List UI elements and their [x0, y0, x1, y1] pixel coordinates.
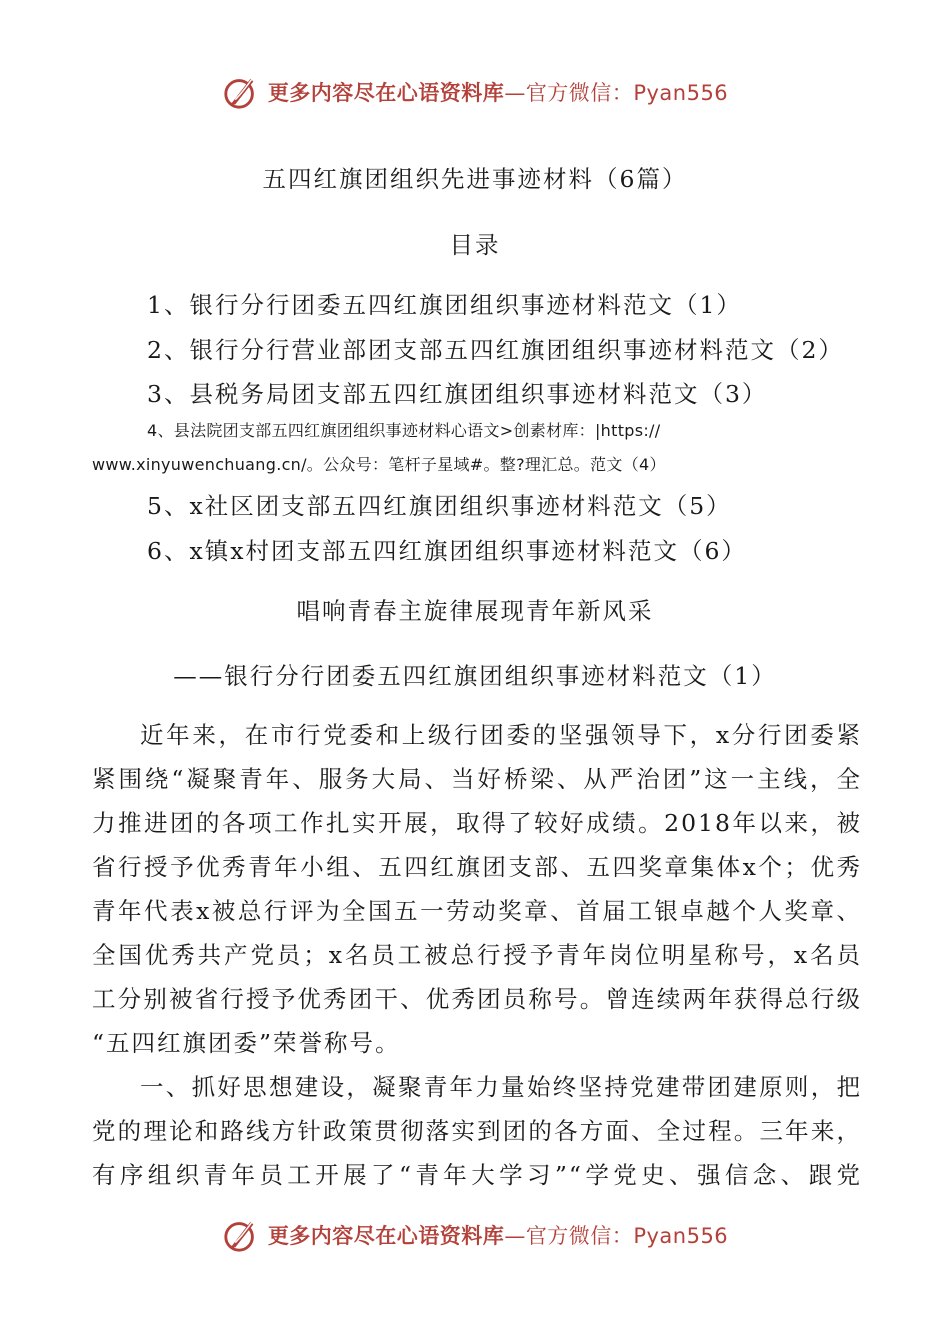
header-banner [0, 72, 950, 112]
toc-heading: 目录 [449, 231, 501, 259]
banner-dash: — [504, 1224, 526, 1248]
quill-logo-icon [222, 73, 260, 111]
section-subtitle: ——银行分行团委五四红旗团组织事迹材料范文（1） [173, 662, 777, 690]
paragraph-line: 紧围绕“凝聚青年、服务大局、当好桥梁、从严治团”这一主线，全 [92, 765, 862, 793]
paragraph-line: 工分别被省行授予优秀团干、优秀团员称号。曾连续两年获得总行级 [92, 985, 862, 1013]
toc-item: 1、银行分行团委五四红旗团组织事迹材料范文（1） [147, 291, 742, 319]
toc-item: 6、x镇x村团支部五四红旗团组织事迹材料范文（6） [147, 537, 747, 565]
toc-item: 4、县法院团支部五四红旗团组织事迹材料心语文>创素材库：|https:// [147, 421, 661, 440]
paragraph-line: 全国优秀共产党员；x名员工被总行授予青年岗位明星称号，x名员 [92, 941, 862, 969]
banner-wechat-id: Pyan556 [633, 81, 729, 105]
toc-item-continued: www.xinyuwenchuang.cn/。公众号：笔杆子星域#。整?理汇总。范文（4） [92, 455, 666, 474]
paragraph-line: 省行授予优秀青年小组、五四红旗团支部、五四奖章集体x个；优秀 [92, 853, 862, 881]
banner-wechat-label: 官方微信： [525, 81, 634, 105]
paragraph-line: 有序组织青年员工开展了“青年大学习”“学党史、强信念、跟党 [92, 1161, 862, 1189]
toc-item: 2、银行分行营业部团支部五四红旗团组织事迹材料范文（2） [147, 336, 844, 364]
footer-banner [0, 1215, 950, 1255]
banner-site-text: 更多内容尽在心语资料库 [267, 81, 505, 105]
paragraph-line: 青年代表x被总行评为全国五一劳动奖章、首届工银卓越个人奖章、 [92, 897, 862, 925]
paragraph-line: “五四红旗团委”荣誉称号。 [92, 1029, 401, 1057]
banner-text [268, 1220, 728, 1250]
banner-wechat-id: Pyan556 [633, 1224, 729, 1248]
toc-item: 3、县税务局团支部五四红旗团组织事迹材料范文（3） [147, 380, 768, 408]
banner-dash: — [504, 81, 526, 105]
banner-wechat-label: 官方微信： [525, 1224, 634, 1248]
paragraph-line: 一、抓好思想建设，凝聚青年力量始终坚持党建带团建原则，把 [140, 1073, 862, 1101]
paragraph-line: 党的理论和路线方针政策贯彻落实到团的各方面、全过程。三年来， [92, 1117, 862, 1145]
banner-text [268, 77, 728, 107]
quill-logo-icon [222, 1216, 260, 1254]
paragraph-line: 力推进团的各项工作扎实开展，取得了较好成绩。2018年以来，被 [92, 809, 862, 837]
banner-site-text: 更多内容尽在心语资料库 [267, 1224, 505, 1248]
section-title: 唱响青春主旋律展现青年新风采 [296, 597, 654, 625]
paragraph-line: 近年来，在市行党委和上级行团委的坚强领导下，x分行团委紧 [140, 721, 862, 749]
toc-item: 5、x社区团支部五四红旗团组织事迹材料范文（5） [147, 492, 732, 520]
document-title: 五四红旗团组织先进事迹材料（6篇） [262, 165, 688, 193]
